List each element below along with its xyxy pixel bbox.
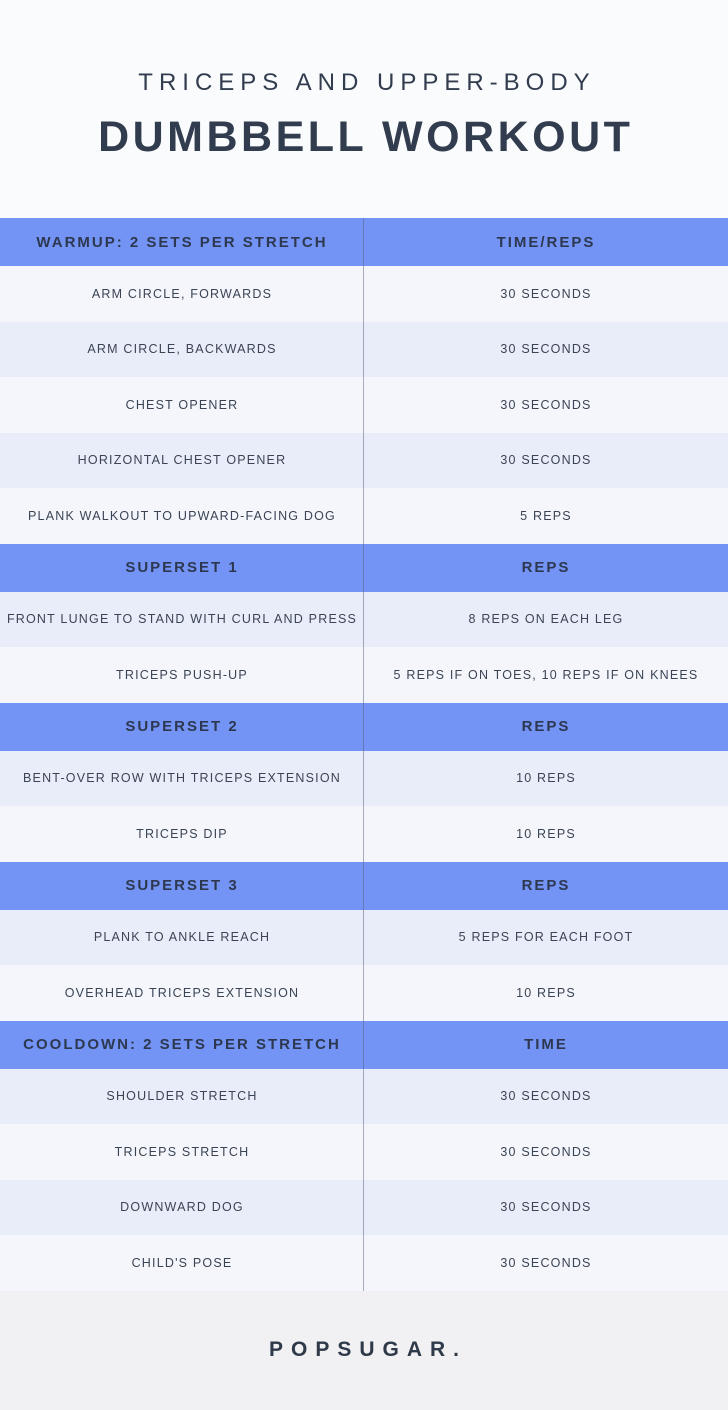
section-title: SUPERSET 1 — [125, 559, 239, 576]
exercise-value: 10 REPS — [516, 985, 576, 1000]
exercise-name: CHEST OPENER — [125, 397, 239, 412]
exercise-row — [0, 433, 728, 489]
exercise-value: 10 REPS — [516, 771, 576, 786]
exercise-row — [0, 377, 728, 433]
exercise-name: FRONT LUNGE TO STAND WITH CURL AND PRESS — [6, 612, 358, 627]
exercise-value: 8 REPS ON EACH LEG — [468, 612, 624, 627]
section-title: SUPERSET 3 — [125, 877, 239, 894]
workout-table — [0, 218, 728, 1291]
section-header-row — [0, 1021, 728, 1069]
exercise-value: 10 REPS — [516, 826, 576, 841]
exercise-name: HORIZONTAL CHEST OPENER — [77, 453, 287, 468]
exercise-name: PLANK WALKOUT TO UPWARD-FACING DOG — [28, 508, 336, 523]
exercise-name: ARM CIRCLE, BACKWARDS — [87, 342, 277, 357]
section-title: COOLDOWN: 2 SETS PER STRETCH — [23, 1036, 341, 1053]
exercise-row — [0, 322, 728, 378]
section-title: WARMUP: 2 SETS PER STRETCH — [36, 233, 328, 251]
exercise-name: SHOULDER STRETCH — [106, 1089, 258, 1104]
section-header-row — [0, 862, 728, 910]
section-metric-label: REPS — [521, 718, 571, 735]
exercise-row — [0, 1124, 728, 1180]
exercise-name: TRICEPS DIP — [136, 826, 228, 841]
exercise-value: 30 SECONDS — [500, 1089, 592, 1104]
exercise-name: PLANK TO ANKLE REACH — [93, 930, 271, 945]
section-metric-label: TIME/REPS — [496, 233, 596, 251]
section-header-row — [0, 218, 728, 266]
section-metric-label: REPS — [521, 559, 571, 576]
exercise-value: 5 REPS FOR EACH FOOT — [458, 930, 634, 945]
exercise-row — [0, 1180, 728, 1236]
page-subtitle: TRICEPS AND UPPER-BODY — [138, 68, 596, 96]
exercise-row — [0, 1235, 728, 1291]
exercise-name: CHILD'S POSE — [131, 1255, 233, 1270]
exercise-value: 30 SECONDS — [500, 342, 592, 357]
exercise-name: DOWNWARD DOG — [120, 1200, 244, 1215]
exercise-row — [0, 965, 728, 1021]
exercise-name: TRICEPS PUSH-UP — [116, 667, 248, 682]
exercise-row — [0, 1069, 728, 1125]
exercise-value: 5 REPS — [520, 508, 572, 523]
exercise-value: 30 SECONDS — [500, 397, 592, 412]
section-header-row — [0, 544, 728, 592]
masthead — [0, 0, 728, 218]
exercise-name: OVERHEAD TRICEPS EXTENSION — [64, 985, 300, 1000]
exercise-value: 30 SECONDS — [500, 286, 592, 301]
exercise-row — [0, 910, 728, 966]
section-metric-label: TIME — [524, 1036, 568, 1053]
section-title: SUPERSET 2 — [125, 718, 239, 735]
brand-logo: POPSUGAR. — [268, 1338, 468, 1362]
exercise-name: TRICEPS STRETCH — [114, 1144, 250, 1159]
page-title: DUMBBELL WORKOUT — [98, 112, 634, 161]
exercise-row — [0, 266, 728, 322]
section-header-row — [0, 703, 728, 751]
exercise-value: 30 SECONDS — [500, 1255, 592, 1270]
exercise-value: 30 SECONDS — [500, 1144, 592, 1159]
footer — [0, 1291, 728, 1410]
exercise-row — [0, 751, 728, 807]
exercise-value: 5 REPS IF ON TOES, 10 REPS IF ON KNEES — [393, 667, 699, 682]
exercise-row — [0, 592, 728, 648]
exercise-row — [0, 647, 728, 703]
section-metric-label: REPS — [521, 877, 571, 894]
exercise-name: BENT-OVER ROW WITH TRICEPS EXTENSION — [23, 771, 341, 786]
exercise-value: 30 SECONDS — [500, 453, 592, 468]
exercise-row — [0, 488, 728, 544]
exercise-value: 30 SECONDS — [500, 1200, 592, 1215]
exercise-row — [0, 806, 728, 862]
exercise-name: ARM CIRCLE, FORWARDS — [91, 286, 273, 301]
